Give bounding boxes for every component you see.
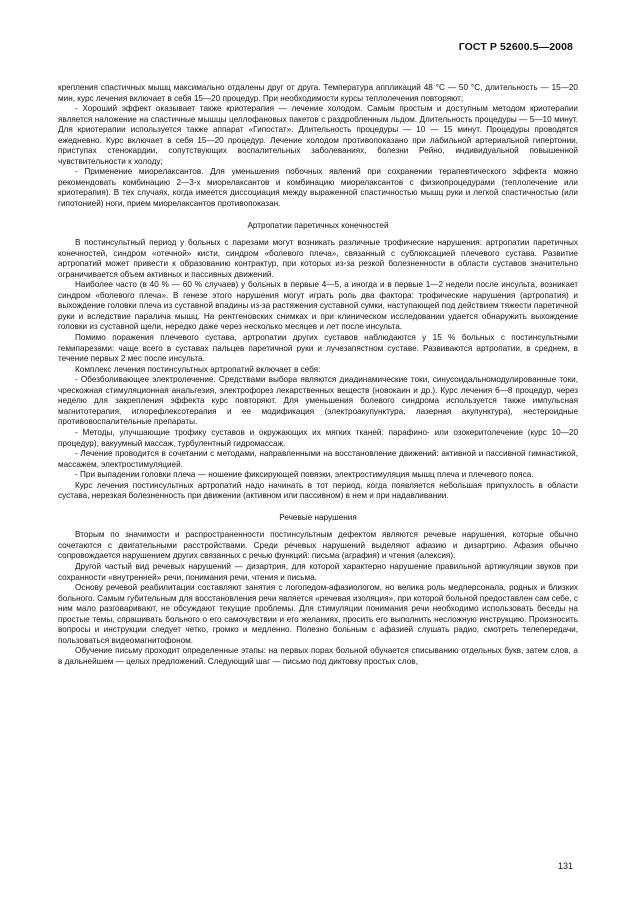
paragraph: - При выпадении головки плеча — ношение фиксирующей повязки, электростимуляция мышц плеча и плечевого пояса. (75, 470, 534, 480)
section-title-speech: Речевые нарушения (279, 512, 357, 522)
paragraph: крепления спастичных мышц максимально отдалены друг от друга. Температура аппликаций 48 °C — 50 °C, длительность — 15—20 мин, курс лечения включает в себя 15—20 процедур. При необходимости курсы теплолечения повторяют; (58, 83, 578, 103)
paragraph: - Методы, улучшающие трофику суставов и окружающих их мягких тканей: парафино- или озокеритолечение (курс 10—20 процедур), вакуумный массаж, турбулентный гидромассаж. (58, 427, 578, 448)
paragraph: В постинсультный период у больных с парезами могут возникать различные трофические нарушения: артропатии паретичных конечностей, синдром «отечной» кисти, синдром «болевого плеча», связанный с сублюксацией плечевого сустава. Развитие артропатий может привести к образованию контрактур, при которых из-за резкой болезненности в области суставов значительно ограничивается объем активных и пассивных движений. (58, 238, 578, 279)
paragraph: Вторым по значимости и распространенности постинсультным дефектом являются речевые нарушения, которые обычно сочетаются с двигательными расстройствами. Среди речевых нарушений выделяют афазию и дизартрию. Афазия обычно сопровождается нарушением других связанных с речью функций: письма (аграфия) и чтения (алексия). (58, 530, 578, 561)
paragraph: Обучение письму проходит определенные этапы: на первых порах больной обучается списыванию отдельных букв, затем слов, а в дальнейшем — целых предложений. Следующий шаг — письмо под диктовку простых слов, (58, 646, 578, 666)
page-number: 131 (557, 861, 573, 871)
standard-header: ГОСТ Р 52600.5—2008 (458, 41, 573, 53)
paragraph: Другой частый вид речевых нарушений — дизартрия, для которой характерно нарушение правильной артикуляции звуков при сохранности «внутренней» речи, понимания речи, чтения и письма. (58, 561, 578, 582)
paragraph: Помимо поражения плечевого сустава, артропатии других суставов наблюдаются у 15 % больных с постинсультными гемипарезами: чаще всего в суставах пальцев паретичной руки и лучезапястном суставе. Развиваются артропатии, в среднем, в течение первых 2 мес после инсульта. (58, 333, 578, 364)
section-title-arthropathy: Артропатии паретичных конечностей (247, 220, 389, 230)
paragraph: - Применение миорелаксантов. Для уменьшения побочных явлений при сохранении терапевтического эффекта можно рекомендовать комбинацию 2—3-х миорелаксантов и комбинацию миорелаксантов с физиопроцедурами (теплолечение или криотерапия). В тех случаях, когда имеется диссоциация между выраженной спастичностью мышц руки и легкой спастичностью (или гипотонией) ноги, прием миорелаксантов противопоказан. (58, 167, 578, 209)
paragraph: Комплекс лечения постинсультных артропатий включает в себя: (75, 364, 321, 374)
page-content (58, 83, 578, 667)
paragraph: - Обезболивающее электролечение. Средствами выбора являются диадинамические токи, синусоидальномодулированные токи, чрескожная стимуляционная анальгезия, электрофорез лекарственных веществ (новокаин и др.). Курс лечения 6—8 процедур, через неделю для закрепления эффекта курс повторяют. Для уменьшения болевого синдрома используется также импульсная магнитотерапия, иглорефлексотерапия и ее модификация (электроакупунктура, лазерная акупунктура), нестероидные противовоспалительные препараты. (58, 375, 578, 427)
paragraph: - Хороший эффект оказывает также криотерапия — лечение холодом. Самым простым и доступным методом криотерапии является наложение на спастичные мышцы целлофановых пакетов с раздробленным льдом. Длительность процедуры — 5—10 минут. Для криотерапии используется также аппарат «Гипостат». Длительность процедуры — 10 — 15 минут. Процедуры проводятся ежедневно. Курс включает в себя 15—20 процедур. Лечение холодом противопоказано при лабильной артериальной гипертонии, приступах стенокардии, сопутствующих воспалительных заболеваниях, болезни Рейно, индивидуальной повышенной чувствительности к холоду; (58, 104, 578, 166)
paragraph: Основу речевой реабилитации составляют занятия с логопедом-афазиологом, но велика роль медперсонала, родных и близких больного. Самым губительным для восстановления речи является «речевая изоляция», при которой больной предоставлен сам себе, с ним мало разговаривают, не обсуждают текущие проблемы. Для стимуляции понимания речи необходимо использовать беседы на простые темы, спрашивать больного о его самочувствии и его желаниях, просить его выполнить несложную инструкцию. Произносить вопросы и инструкции следует четко, громко и медленно. Полезно больным с афазией слушать радио, смотреть телепередачи, пользоваться видеомагнитофоном. (58, 583, 578, 645)
paragraph: Наиболее часто (в 40 % — 60 % случаев) у больных в первые 4—5, а иногда и в первые 1—2 недели после инсульта, возникает синдром «болевого плеча». В генезе этого нарушения могут играть роль два фактора: трофические нарушения (артропатия) и выхождение головки плеча из суставной впадины из-за растяжения суставной сумки, наступающей под действием тяжести паретичной руки и вследствие паралича мышц. На рентгеновских снимках и при клиническом исследовании удается обнаружить выхождение головки из суставной щели, нередко даже через несколько месяцев и лет после инсульта. (58, 280, 578, 332)
paragraph: Курс лечения постинсультных артропатий надо начинать в тот период, когда появляется небольшая припухлость в области сустава, нерезкая болезненность при движении (активном или пассивном) в нем и при надавливании. (58, 480, 578, 501)
paragraph: - Лечение проводится в сочетании с методами, направленными на восстановление движений: активной и пассивной гимнастикой, массажем, электростимуляцией. (58, 449, 578, 469)
